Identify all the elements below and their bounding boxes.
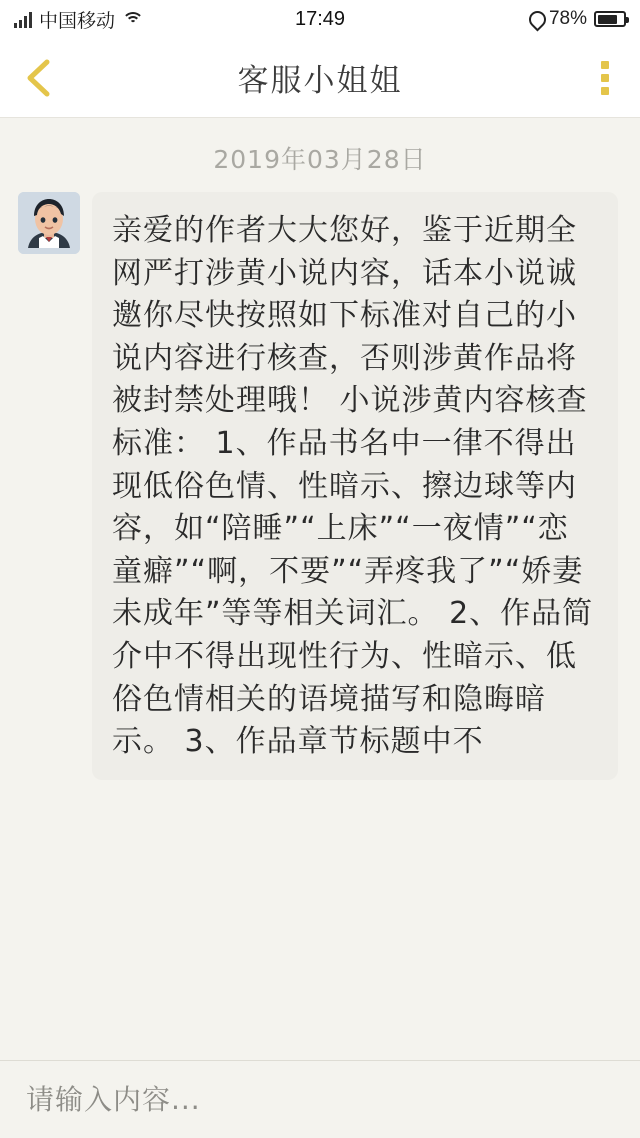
status-bar-left <box>14 6 144 33</box>
carrier-label: 中国移动 <box>39 10 116 32</box>
back-button[interactable] <box>18 58 58 98</box>
status-bar-right <box>529 8 626 30</box>
message-bubble[interactable] <box>92 192 618 780</box>
battery-percent-label: 78% <box>548 8 587 29</box>
message-list[interactable] <box>0 118 640 1060</box>
page-title: 客服小姐姐 <box>237 63 403 99</box>
message-item <box>0 192 640 780</box>
signal-bars-icon <box>14 11 32 28</box>
message-input[interactable] <box>26 1083 614 1116</box>
avatar[interactable] <box>18 192 80 254</box>
battery-icon <box>594 11 626 27</box>
overflow-menu-icon[interactable] <box>588 61 622 95</box>
location-icon <box>529 11 542 28</box>
composer-bar <box>0 1060 640 1138</box>
message-text: 亲爱的作者大大您好，鉴于近期全网严打涉黄小说内容，话本小说诚邀你尽快按照如下标准对自己的小说内容进行核查，否则涉黄作品将被封禁处理哦！ 小说涉黄内容核查标准： 1、作品书名中一律不得出现低俗色情、性暗示、擦边球等内容，如“陪睡”“上床”“一夜情”“恋童癖”“啊，不要”“弄疼我了”“娇妻未成年”等等相关词汇。 2、作品简介中不得出现性行为、性暗示、低俗色情相关的语境描写和隐晦暗示。 3、作品章节标题中不 <box>112 213 594 760</box>
status-bar-clock: 17:49 <box>294 7 346 30</box>
app-bar <box>0 38 640 118</box>
date-separator: 2019年03月28日 <box>213 145 427 174</box>
status-bar <box>0 0 640 38</box>
wifi-icon <box>122 11 144 28</box>
